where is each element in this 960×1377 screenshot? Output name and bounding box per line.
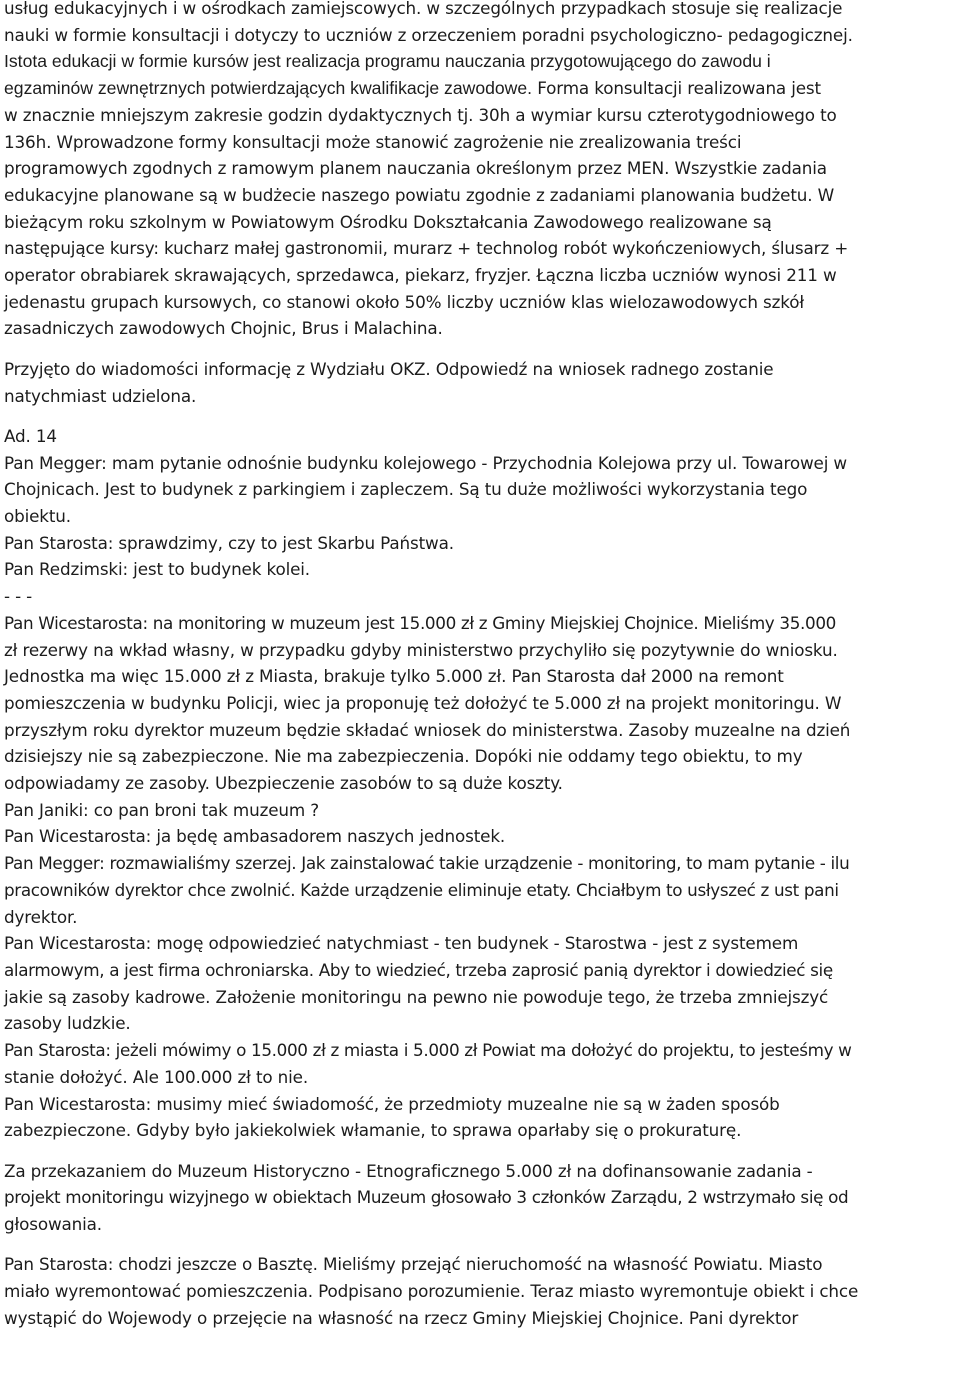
text-line: Za przekazaniem do Muzeum Historyczno - Etnograficznego 5.000 zł na dofinansowanie zadania -	[4, 1160, 813, 1181]
text-line: zł rezerwy na wkład własny, w przypadku gdyby ministerstwo przychyliło się pozytywnie do wniosku.	[4, 639, 838, 660]
text-segment: Forma konsultacji realizowana jest	[532, 78, 821, 99]
text-line: Pan Wicestarosta: na monitoring w muzeum jest 15.000 zł z Gminy Miejskiej Chojnice. Mieliśmy 35.000	[4, 612, 836, 633]
text-line: stanie dołożyć. Ale 100.000 zł to nie.	[4, 1066, 309, 1087]
text-line: alarmowym, a jest firma ochroniarska. Aby to wiedzieć, trzeba zaprosić panią dyrektor i dowiedzieć się	[4, 959, 833, 980]
text-line: pomieszczenia w budynku Policji, wiec ja proponuję też dołożyć te 5.000 zł na projekt monitoringu. W	[4, 692, 842, 713]
separator-dashes: - - -	[4, 586, 33, 607]
text-line: jedenastu grupach kursowych, co stanowi około 50% liczby uczniów klas wielozawodowych szkół	[4, 291, 805, 312]
section-heading: Ad. 14	[4, 425, 57, 446]
text-line	[4, 75, 956, 102]
paragraph-baszta	[4, 1251, 956, 1331]
text-line: Pan Megger: mam pytanie odnośnie budynku kolejowego - Przychodnia Kolejowa przy ul. Towarowej w	[4, 452, 847, 473]
text-line: 136h. Wprowadzone formy konsultacji może stanowić zagrożenie nie zrealizowania treści	[4, 131, 742, 152]
text-line: Pan Wicestarosta: ja będę ambasadorem naszych jednostek.	[4, 826, 506, 847]
text-line: następujące kursy: kucharz małej gastronomii, murarz + technolog robót wykończeniowych, ślusarz +	[4, 238, 849, 259]
text-line: Pan Redzimski: jest to budynek kolei.	[4, 559, 310, 580]
text-line: programowych zgodnych z ramowym planem nauczania określonym przez MEN. Wszystkie zadania	[4, 158, 827, 179]
text-segment: egzaminów zewnętrznych potwierdzających kwalifikacje zawodowe.	[4, 78, 533, 99]
paragraph-item-14	[4, 423, 956, 1144]
paragraph-education-forms	[4, 0, 956, 342]
text-line: usług edukacyjnych i w ośrodkach zamiejscowych. w szczególnych przypadkach stosuje się realizacje	[4, 0, 843, 18]
text-line: projekt monitoringu wizyjnego w obiektach Muzeum głosowało 3 członków Zarządu, 2 wstrzymało się od	[4, 1187, 849, 1208]
text-line: przyszłym roku dyrektor muzeum będzie składać wniosek do ministerstwa. Zasoby muzealne na dzień	[4, 719, 851, 740]
text-line: Pan Janiki: co pan broni tak muzeum ?	[4, 799, 320, 820]
text-line: natychmiast udzielona.	[4, 385, 197, 406]
text-line: odpowiadamy ze zasoby. Ubezpieczenie zasobów to są duże koszty.	[4, 773, 563, 794]
text-line: Pan Starosta: sprawdzimy, czy to jest Skarbu Państwa.	[4, 532, 454, 553]
text-line: dzisiejszy nie są zabezpieczone. Nie ma zabezpieczenia. Dopóki nie oddamy tego obiektu, to my	[4, 746, 803, 767]
text-line: obiektu.	[4, 506, 71, 527]
text-line: nauki w formie konsultacji i dotyczy to uczniów z orzeczeniem poradni psychologiczno- pedagogicznej.	[4, 24, 853, 45]
text-line: bieżącym roku szkolnym w Powiatowym Ośrodku Dokształcania Zawodowego realizowane są	[4, 211, 772, 232]
text-line: jakie są zasoby kadrowe. Założenie monitoringu na pewno nie powoduje tego, że trzeba zmniejszyć	[4, 986, 829, 1007]
text-line: zabezpieczone. Gdyby było jakiekolwiek włamanie, to sprawa oparłaby się o prokuraturę.	[4, 1120, 742, 1141]
text-line: Chojnicach. Jest to budynek z parkingiem i zapleczem. Są tu duże możliwości wykorzystania tego	[4, 479, 808, 500]
text-line: Pan Starosta: jeżeli mówimy o 15.000 zł z miasta i 5.000 zł Powiat ma dołożyć do projektu, to jesteśmy w	[4, 1040, 852, 1061]
text-line: Pan Starosta: chodzi jeszcze o Basztę. Mieliśmy przejąć nieruchomość na własność Powiatu. Miasto	[4, 1254, 823, 1275]
document-page	[4, 0, 956, 1332]
text-line: Pan Wicestarosta: musimy mieć świadomość, że przedmioty muzealne nie są w żaden sposób	[4, 1093, 780, 1114]
text-line: głosowania.	[4, 1214, 102, 1234]
text-line: w znacznie mniejszym zakresie godzin dydaktycznych tj. 30h a wymiar kursu czterotygodniowego to	[4, 104, 837, 125]
text-line: Przyjęto do wiadomości informację z Wydziału OKZ. Odpowiedź na wniosek radnego zostanie	[4, 358, 774, 379]
text-line: Pan Wicestarosta: mogę odpowiedzieć natychmiast - ten budynek - Starostwa - jest z systemem	[4, 933, 799, 954]
text-line: zasoby ludzkie.	[4, 1013, 131, 1034]
paragraph-vote-result	[4, 1158, 956, 1238]
text-line: pracowników dyrektor chce zwolnić. Każde urządzenie eliminuje etaty. Chciałbym to usłyszeć z ust pani	[4, 879, 839, 900]
text-line: zasadniczych zawodowych Chojnic, Brus i Malachina.	[4, 318, 443, 339]
text-line: Istota edukacji w formie kursów jest realizacja programu nauczania przygotowującego do zawodu i	[4, 51, 771, 72]
text-line: operator obrabiarek skrawających, sprzedawca, piekarz, fryzjer. Łączna liczba uczniów wynosi 211 w	[4, 265, 837, 286]
text-line: miało wyremontować pomieszczenia. Podpisano porozumienie. Teraz miasto wyremontuje obiekt i chce	[4, 1281, 859, 1302]
text-line: edukacyjne planowane są w budżecie naszego powiatu zgodnie z zadaniami planowania budżetu. W	[4, 184, 835, 205]
text-line: wystąpić do Wojewody o przejęcie na własność na rzecz Gminy Miejskiej Chojnice. Pani dyrektor	[4, 1307, 799, 1328]
text-line: Jednostka ma więc 15.000 zł z Miasta, brakuje tylko 5.000 zł. Pan Starosta dał 2000 na remont	[4, 666, 784, 687]
paragraph-resolution-okz	[4, 356, 956, 409]
text-line: dyrektor.	[4, 906, 78, 927]
text-line: Pan Megger: rozmawialiśmy szerzej. Jak zainstalować takie urządzenie - monitoring, to mam pytanie - ilu	[4, 853, 850, 874]
